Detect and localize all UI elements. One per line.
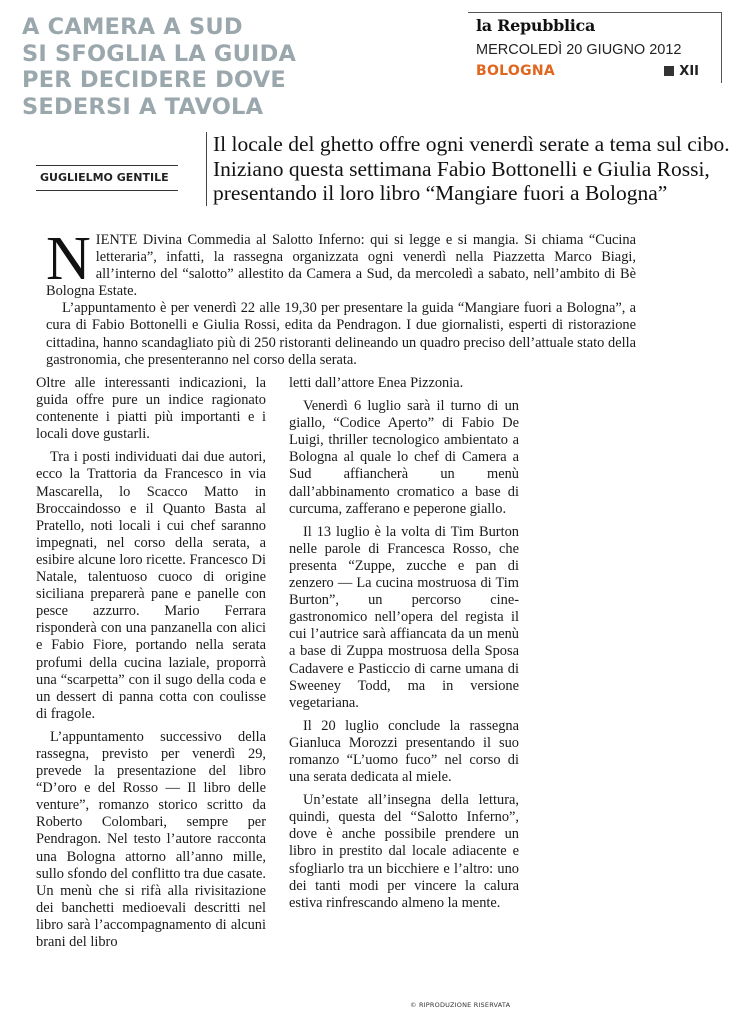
paragraph: Tra i posti individuati dai due autori, ecco la Trattoria da Francesco in via Mascarella, lo Scacco Matto in Broccaindosso e il Quanto Basta al Pratello, noti locali i cui chef saranno impegnati, nel corso della serata, a esibire alcune loro ricette. Francesco Di Natale, talentuoso cuoco di origine siciliana preparerà pane e panelle con pesce azzurro. Mario Ferrara risponderà con una panzanella con alici e Fabio Fiore, portando nella serata profumi della cucina laziale, proporrà una “scarpetta” con il sugo della coda e un dessert di panna cotta con coulisse di fragole.: [36, 449, 266, 722]
subhead-line: Il locale del ghetto offre ogni venerdì serate a tema sul cibo.: [213, 132, 730, 156]
lead-paragraph: [46, 225, 636, 300]
issue-date: MERCOLEDÌ 20 GIUGNO 2012: [476, 42, 682, 58]
paragraph: Un’estate all’insegna della lettura, quindi, questa del “Salotto Inferno”, dove è anche possibile prendere un libro in prestito dal locale adiacente e sfogliarlo tra un bicchiere e l’altro: uno dei tanti modi per vincere la calura estiva rinfrescando almeno la mente.: [289, 792, 519, 911]
newspaper-logo: la Repubblica: [476, 16, 596, 35]
page-number-label: XII: [679, 64, 699, 79]
article-column-2: [289, 375, 519, 918]
byline: GUGLIELMO GENTILE: [40, 171, 169, 184]
article-intro: [46, 225, 636, 369]
drop-cap: N: [46, 225, 91, 293]
paragraph: Oltre alle interessanti indicazioni, la guida offre pure un indice ragionato contenente i piatti più importanti e i locali dove gustarli.: [36, 375, 266, 443]
kicker-line: PER DECIDERE DOVE: [22, 67, 286, 93]
subhead-line: presentando il loro libro “Mangiare fuori a Bologna”: [213, 181, 668, 205]
square-icon: [664, 66, 674, 76]
kicker-line: SI SFOGLIA LA GUIDA: [22, 40, 297, 67]
lead-text: IENTE Divina Commedia al Salotto Inferno: qui si legge e si mangia. Si chiama “Cucina letteraria”, infatti, la rassegna organizzata ogni venerdì nella Piazzetta Marco Biagi, all’interno del “salotto” allestito da Camera a Sud, da mercoledì a sabato, nell’ambito di Bè Bologna Estate.: [46, 232, 636, 300]
kicker-headline: [22, 14, 322, 120]
paragraph: Venerdì 6 luglio sarà il turno di un giallo, “Codice Aperto” di Fabio De Luigi, thriller tecnologico ambientato a Bologna al quale lo chef di Camera a Sud affiancherà un menù dall’abbinamento cromatico a base di curcuma, zafferano e peperone giallo.: [289, 398, 519, 517]
paragraph: Il 20 luglio conclude la rassegna Gianluca Morozzi presentando il suo romanzo “L’uomo fuco” nel corso di una serata dedicata al miele.: [289, 717, 519, 786]
intro-paragraph: L’appuntamento è per venerdì 22 alle 19,30 per presentare la guida “Mangiare fuori a Bologna”, a cura di Fabio Bottonelli e Giulia Rossi, edita da Pendragon. I due giornalisti, esperti di ristorazione cittadina, hanno scandagliato più di 250 ristoranti delineando un quadro preciso dell’attuale stato della gastronomia, che presenteranno nel corso della serata.: [46, 300, 636, 368]
page-number: [664, 64, 699, 79]
byline-box: [36, 165, 178, 191]
subhead-line: Iniziano questa settimana Fabio Bottonelli e Giulia Rossi,: [213, 156, 710, 181]
paragraph: letti dall’attore Enea Pizzonia.: [289, 375, 464, 391]
masthead: [468, 12, 722, 83]
article-column-1: [36, 375, 266, 957]
paragraph: Il 13 luglio è la volta di Tim Burton nelle parole di Francesca Rosso, che presenta “Zuppe, zucche e pan di zenzero — La cucina mostruosa di Tim Burton”, un percorso cine-gastronomico nell’opera del regista il cui l’autrice sarà affiancata da un menù a base di Zuppa mostruosa della Sposa Cadavere e Pasticcio di carne umana di Sweeney Todd, ma in versione vegetariana.: [289, 523, 519, 711]
section-city: BOLOGNA: [476, 63, 556, 79]
kicker-line: A CAMERA A SUD: [22, 14, 243, 40]
copyright-notice: © RIPRODUZIONE RISERVATA: [410, 1001, 511, 1009]
kicker-line: SEDERSI A TAVOLA: [22, 93, 264, 120]
paragraph: L’appuntamento successivo della rassegna, previsto per venerdì 29, prevede la presentazione del libro “D’oro e del Rosso — Il libro delle venture”, romanzo storico scritto da Roberto Colombari, sempre per Pendragon. Nel testo l’autore racconta una Bologna attorno all’anno mille, sullo sfondo del conflitto tra due casate. Un menù che si rifà alla rivisitazione dei banchetti medioevali descritti nel libro sarà l’accompagnamento di alcuni brani del libro: [36, 728, 266, 950]
subheadline: [206, 132, 737, 206]
